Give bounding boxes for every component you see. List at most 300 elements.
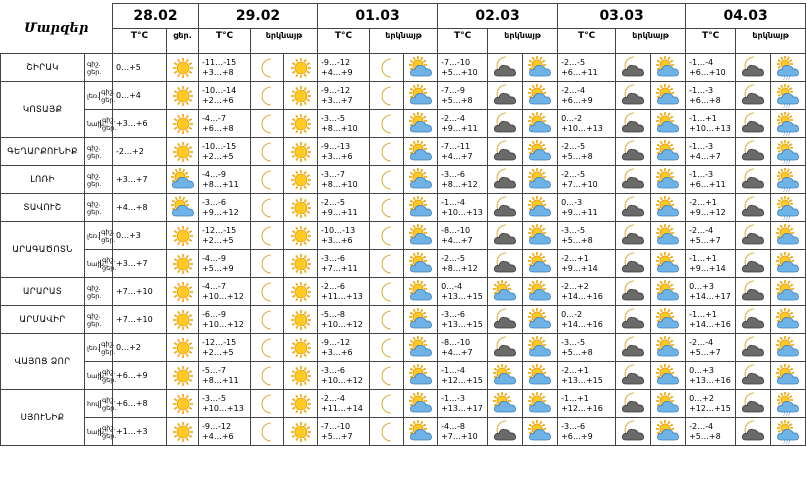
temp-range-4: -3…-5 +5…+8 xyxy=(558,334,616,362)
tc-header-2: T°C xyxy=(318,29,370,54)
temp-range-3: -3…-6 +8…+12 xyxy=(438,166,488,194)
moon-cloud-icon xyxy=(736,110,771,138)
temp-range-2: -7…-10 +5…+7 xyxy=(318,418,370,446)
region-name: ՎԱՅՈՑ ՁՈՐ xyxy=(1,334,85,390)
moon-cloud-icon xyxy=(736,138,771,166)
moon-cloud-icon xyxy=(736,306,771,334)
sun-cloud-icon xyxy=(523,278,558,306)
period-labels xyxy=(85,390,117,418)
moon-icon xyxy=(251,222,284,250)
temp-range-4: -2…+2 +14…+16 xyxy=(558,278,616,306)
temp-range-3: -8…-10 +4…+7 xyxy=(438,222,488,250)
period-labels xyxy=(85,362,117,390)
moon-cloud-icon xyxy=(616,390,651,418)
sun-cloud-icon xyxy=(651,54,686,82)
weather-icon-0 xyxy=(167,194,199,222)
weather-icon-0 xyxy=(167,390,199,418)
temp-range-4: 0…-2 +10…+13 xyxy=(558,110,616,138)
moon-icon xyxy=(251,82,284,110)
svg-text:ﾉﾉﾉ: ﾉﾉﾉ xyxy=(783,131,791,138)
temp-range-3: -1…-3 +13…+17 xyxy=(438,390,488,418)
temp-range-2: -2…-5 +9…+11 xyxy=(318,194,370,222)
day-night-label: գիշ. ցեր. xyxy=(102,255,117,272)
moon-icon xyxy=(370,54,404,82)
sun-cloud-icon xyxy=(404,334,438,362)
tc-header-0: T°C xyxy=(113,29,167,54)
moon-icon xyxy=(370,138,404,166)
period-labels xyxy=(85,222,116,250)
zone-label: նախ. xyxy=(87,371,106,380)
sun-cloud-icon xyxy=(404,418,438,446)
sun-cloud-icon xyxy=(651,222,686,250)
rain-icon xyxy=(771,138,806,166)
temp-range-5: -2…-4 +5…+7 xyxy=(686,334,736,362)
period-labels xyxy=(85,82,116,110)
temp-range-5: -1…-3 +6…+8 xyxy=(686,82,736,110)
sun-cloud-icon xyxy=(771,362,806,390)
temp-range-5: -1…-3 +6…+11 xyxy=(686,166,736,194)
temp-range-4: -2…-5 +7…+10 xyxy=(558,166,616,194)
temp-range-2: -5…-8 +10…+12 xyxy=(318,306,370,334)
table-row xyxy=(1,250,806,278)
weather-icon-0 xyxy=(167,418,199,446)
moon-cloud-icon xyxy=(616,110,651,138)
temp-range-3: -7…-10 +5…+10 xyxy=(438,54,488,82)
moon-cloud-icon xyxy=(488,222,523,250)
temp-range-3: 0…-4 +13…+15 xyxy=(438,278,488,306)
sky-header-2: երկնայթ xyxy=(370,29,438,54)
moon-cloud-icon xyxy=(488,110,523,138)
table-row xyxy=(1,166,806,194)
sun-cloud-icon xyxy=(651,418,686,446)
weather-icon-0 xyxy=(167,278,199,306)
temp-range-5: 0…+3 +14…+17 xyxy=(686,278,736,306)
moon-icon xyxy=(370,222,404,250)
moon-icon xyxy=(251,138,284,166)
table-row xyxy=(1,390,806,418)
temp-range-3: -8…-10 +4…+7 xyxy=(438,334,488,362)
temp-range-0: 0…+4 xyxy=(113,82,167,110)
rain-icon xyxy=(771,110,806,138)
moon-cloud-icon xyxy=(488,250,523,278)
temp-range-4: -2…+1 +13…+15 xyxy=(558,362,616,390)
moon-icon xyxy=(370,334,404,362)
svg-text:ﾉﾉﾉ: ﾉﾉﾉ xyxy=(783,439,791,446)
moon-icon xyxy=(251,194,284,222)
moon-cloud-icon xyxy=(616,138,651,166)
sun-icon xyxy=(284,250,318,278)
moon-cloud-icon xyxy=(488,138,523,166)
sun-cloud-icon xyxy=(523,166,558,194)
day-night-label: գիշ. ցեր. xyxy=(101,227,116,244)
moon-cloud-icon xyxy=(616,54,651,82)
rain-icon xyxy=(771,390,806,418)
temp-range-1: -5…-7 +8…+11 xyxy=(199,362,251,390)
weather-icon-0 xyxy=(167,250,199,278)
temp-range-2: -2…-6 +11…+13 xyxy=(318,278,370,306)
zone-label: նախ. xyxy=(87,259,106,268)
moon-cloud-icon xyxy=(616,334,651,362)
sun-cloud-icon xyxy=(523,222,558,250)
sun-cloud-icon xyxy=(651,82,686,110)
moon-icon xyxy=(251,418,284,446)
svg-text:ﾉﾉﾉ: ﾉﾉﾉ xyxy=(783,215,791,222)
region-name: ԿՈՏԱՅՔ xyxy=(1,82,85,138)
svg-text:ﾉﾉﾉ: ﾉﾉﾉ xyxy=(783,75,791,82)
svg-text:ﾉﾉﾉ: ﾉﾉﾉ xyxy=(783,103,791,110)
temp-range-2: -2…-4 +11…+14 xyxy=(318,390,370,418)
temp-range-0: +6…+9 xyxy=(113,362,167,390)
weather-icon-0 xyxy=(167,82,199,110)
rain-icon xyxy=(771,54,806,82)
moon-cloud-icon xyxy=(616,418,651,446)
zone-label: նախ. xyxy=(87,119,106,128)
svg-text:ﾉﾉﾉ: ﾉﾉﾉ xyxy=(783,411,791,418)
sun-cloud-icon xyxy=(523,250,558,278)
moon-icon xyxy=(251,278,284,306)
temp-range-5: -2…-4 +5…+8 xyxy=(686,418,736,446)
period-labels xyxy=(85,110,117,138)
moon-icon xyxy=(370,306,404,334)
temp-range-0: 0…+2 xyxy=(113,334,167,362)
sun-cloud-icon xyxy=(523,194,558,222)
temp-range-0: +3…+7 xyxy=(113,250,167,278)
sun-cloud-icon xyxy=(404,54,438,82)
temp-range-0: 0…+3 xyxy=(113,222,167,250)
moon-icon xyxy=(370,418,404,446)
day-night-label: գիշ. ցեր. xyxy=(85,166,113,194)
sun-cloud-icon xyxy=(651,110,686,138)
region-name: ԼՈՌԻ xyxy=(1,166,85,194)
table-row xyxy=(1,334,806,362)
day-icon-header-0: ցեր. xyxy=(167,29,199,54)
temp-range-1: -10…-15 +2…+5 xyxy=(199,138,251,166)
date-3: 02.03 xyxy=(438,4,558,29)
sun-cloud-icon xyxy=(488,390,523,418)
moon-cloud-icon xyxy=(736,166,771,194)
sun-cloud-icon xyxy=(523,362,558,390)
moon-cloud-icon xyxy=(616,222,651,250)
region-name: ԳԵՂԱՐՔՈՒՆԻՔ xyxy=(1,138,85,166)
region-name: ԱՐԱԳԱԾՈՏՆ xyxy=(1,222,85,278)
tc-header-4: T°C xyxy=(558,29,616,54)
moon-cloud-icon xyxy=(736,418,771,446)
moon-icon xyxy=(251,166,284,194)
rain-icon xyxy=(771,166,806,194)
temp-range-4: -3…-5 +5…+8 xyxy=(558,222,616,250)
moon-cloud-icon xyxy=(736,334,771,362)
date-2: 01.03 xyxy=(318,4,438,29)
sun-cloud-icon xyxy=(523,54,558,82)
sun-cloud-icon xyxy=(651,306,686,334)
weather-icon-0 xyxy=(167,138,199,166)
sun-icon xyxy=(284,334,318,362)
temp-range-1: -4…-7 +10…+12 xyxy=(199,278,251,306)
temp-range-0: +3…+7 xyxy=(113,166,167,194)
sun-cloud-icon xyxy=(651,138,686,166)
temp-range-4: -2…+1 +9…+14 xyxy=(558,250,616,278)
sun-cloud-icon xyxy=(404,166,438,194)
temp-range-1: -3…-6 +9…+12 xyxy=(199,194,251,222)
temp-range-5: -1…-4 +6…+10 xyxy=(686,54,736,82)
zone-label: լեռ. xyxy=(87,91,100,100)
zone-label: հով. xyxy=(87,399,102,408)
weather-icon-0 xyxy=(167,306,199,334)
table-row xyxy=(1,418,806,446)
moon-cloud-icon xyxy=(488,334,523,362)
weather-icon-0 xyxy=(167,54,199,82)
sun-icon xyxy=(284,390,318,418)
temp-range-4: -1…+1 +12…+16 xyxy=(558,390,616,418)
sun-cloud-icon xyxy=(523,138,558,166)
region-name: ԱՐՄԱՎԻՐ xyxy=(1,306,85,334)
sun-cloud-icon xyxy=(651,390,686,418)
day-night-label: գիշ. ցեր. xyxy=(85,194,113,222)
moon-cloud-icon xyxy=(488,306,523,334)
sun-cloud-icon xyxy=(771,306,806,334)
sun-cloud-icon xyxy=(488,362,523,390)
sun-cloud-icon xyxy=(651,194,686,222)
moon-cloud-icon xyxy=(488,418,523,446)
day-night-label: գիշ. ցեր. xyxy=(85,306,113,334)
moon-cloud-icon xyxy=(736,390,771,418)
regions-header: Մարզեր xyxy=(1,4,113,54)
weather-icon-0 xyxy=(167,222,199,250)
moon-icon xyxy=(251,362,284,390)
temp-range-5: 0…+2 +12…+15 xyxy=(686,390,736,418)
table-row xyxy=(1,82,806,110)
temp-range-1: -4…-7 +6…+8 xyxy=(199,110,251,138)
temp-range-3: -4…-8 +7…+10 xyxy=(438,418,488,446)
day-night-label: գիշ. ցեր. xyxy=(102,367,117,384)
temp-range-5: -1…+1 +14…+16 xyxy=(686,306,736,334)
region-name: ԱՐԱՐԱՏ xyxy=(1,278,85,306)
table-row xyxy=(1,278,806,306)
tc-header-1: T°C xyxy=(199,29,251,54)
sun-icon xyxy=(284,166,318,194)
temp-range-3: -3…-6 +13…+15 xyxy=(438,306,488,334)
temp-range-3: -7…-11 +4…+7 xyxy=(438,138,488,166)
sun-cloud-icon xyxy=(771,250,806,278)
moon-cloud-icon xyxy=(736,194,771,222)
sun-icon xyxy=(284,194,318,222)
temp-range-1: -6…-9 +10…+12 xyxy=(199,306,251,334)
tc-header-5: T°C xyxy=(686,29,736,54)
temp-range-5: 0…+3 +13…+16 xyxy=(686,362,736,390)
forecast-table xyxy=(0,3,806,446)
moon-icon xyxy=(251,334,284,362)
temp-range-2: -9…-12 +4…+9 xyxy=(318,54,370,82)
zone-label: լեռ. xyxy=(87,231,100,240)
sun-cloud-icon xyxy=(404,250,438,278)
sun-cloud-icon xyxy=(651,166,686,194)
period-labels xyxy=(85,250,117,278)
moon-icon xyxy=(251,110,284,138)
temp-range-1: -4…-9 +5…+9 xyxy=(199,250,251,278)
moon-icon xyxy=(370,390,404,418)
sun-icon xyxy=(284,82,318,110)
date-0: 28.02 xyxy=(113,4,199,29)
day-night-label: գիշ. ցեր. xyxy=(102,115,117,132)
sky-header-3: երկնայթ xyxy=(488,29,558,54)
temp-range-2: -3…-6 +10…+12 xyxy=(318,362,370,390)
temp-range-3: -1…-4 +10…+13 xyxy=(438,194,488,222)
region-name: ՏԱՎՈՒՇ xyxy=(1,194,85,222)
moon-icon xyxy=(370,166,404,194)
rain-icon xyxy=(771,194,806,222)
sun-icon xyxy=(284,138,318,166)
sun-cloud-icon xyxy=(488,278,523,306)
temp-range-0: +7…+10 xyxy=(113,306,167,334)
moon-cloud-icon xyxy=(616,82,651,110)
moon-cloud-icon xyxy=(736,54,771,82)
sun-cloud-icon xyxy=(404,110,438,138)
moon-cloud-icon xyxy=(616,194,651,222)
zone-label: նախ. xyxy=(87,427,106,436)
temp-range-1: -10…-14 +2…+6 xyxy=(199,82,251,110)
temp-range-1: -9…-12 +4…+6 xyxy=(199,418,251,446)
moon-icon xyxy=(251,390,284,418)
table-row xyxy=(1,194,806,222)
temp-range-0: +4…+8 xyxy=(113,194,167,222)
sun-cloud-icon xyxy=(651,334,686,362)
sun-cloud-icon xyxy=(771,278,806,306)
temp-range-1: -11…-15 +3…+8 xyxy=(199,54,251,82)
table-row xyxy=(1,110,806,138)
sun-cloud-icon xyxy=(523,82,558,110)
day-night-label: գիշ. ցեր. xyxy=(102,423,117,440)
sun-cloud-icon xyxy=(404,278,438,306)
temp-range-3: -2…-5 +8…+12 xyxy=(438,250,488,278)
rain-icon xyxy=(771,82,806,110)
moon-icon xyxy=(251,54,284,82)
sun-cloud-icon xyxy=(404,390,438,418)
sun-icon xyxy=(284,222,318,250)
table-row xyxy=(1,362,806,390)
sun-cloud-icon xyxy=(523,306,558,334)
moon-icon xyxy=(370,110,404,138)
period-labels xyxy=(85,334,116,362)
day-night-label: գիշ. ցեր. xyxy=(85,138,113,166)
zone-label: լեռ. xyxy=(87,343,100,352)
day-night-label: գիշ. ցեր. xyxy=(102,395,117,412)
moon-icon xyxy=(370,82,404,110)
weather-icon-0 xyxy=(167,166,199,194)
moon-icon xyxy=(251,306,284,334)
sun-cloud-icon xyxy=(404,362,438,390)
svg-text:ﾉﾉﾉ: ﾉﾉﾉ xyxy=(783,187,791,194)
temp-range-0: +1…+3 xyxy=(113,418,167,446)
date-1: 29.02 xyxy=(199,4,318,29)
date-4: 03.03 xyxy=(558,4,686,29)
temp-range-1: -12…-15 +2…+5 xyxy=(199,334,251,362)
moon-cloud-icon xyxy=(616,166,651,194)
date-5: 04.03 xyxy=(686,4,806,29)
temp-range-5: -2…+1 +9…+12 xyxy=(686,194,736,222)
temp-range-1: -12…-15 +2…+5 xyxy=(199,222,251,250)
sun-cloud-icon xyxy=(651,250,686,278)
temp-range-5: -1…-3 +4…+7 xyxy=(686,138,736,166)
temp-range-2: -9…-12 +3…+6 xyxy=(318,334,370,362)
sun-cloud-icon xyxy=(651,278,686,306)
sun-cloud-icon xyxy=(404,82,438,110)
moon-cloud-icon xyxy=(736,278,771,306)
svg-text:ﾉﾉﾉ: ﾉﾉﾉ xyxy=(783,159,791,166)
region-name: ՍՅՈՒՆԻՔ xyxy=(1,390,85,446)
sun-cloud-icon xyxy=(404,194,438,222)
moon-cloud-icon xyxy=(616,278,651,306)
moon-cloud-icon xyxy=(488,54,523,82)
temp-range-2: -9…-13 +3…+6 xyxy=(318,138,370,166)
moon-cloud-icon xyxy=(488,82,523,110)
region-name: ՇԻՐԱԿ xyxy=(1,54,85,82)
sun-cloud-icon xyxy=(523,390,558,418)
sun-cloud-icon xyxy=(651,362,686,390)
temp-range-1: -3…-5 +10…+13 xyxy=(199,390,251,418)
moon-cloud-icon xyxy=(736,222,771,250)
table-row xyxy=(1,138,806,166)
temp-range-0: +7…+10 xyxy=(113,278,167,306)
sun-cloud-icon xyxy=(404,306,438,334)
sun-cloud-icon xyxy=(404,222,438,250)
sun-cloud-icon xyxy=(771,222,806,250)
table-row xyxy=(1,306,806,334)
moon-cloud-icon xyxy=(616,306,651,334)
day-night-label: գիշ. ցեր. xyxy=(101,339,116,356)
temp-range-4: -2…-5 +6…+11 xyxy=(558,54,616,82)
temp-range-0: -2…+2 xyxy=(113,138,167,166)
sun-icon xyxy=(284,306,318,334)
temp-range-4: -2…-5 +5…+8 xyxy=(558,138,616,166)
rain-icon xyxy=(771,418,806,446)
sun-cloud-icon xyxy=(523,334,558,362)
moon-icon xyxy=(370,250,404,278)
temp-range-4: -3…-6 +6…+9 xyxy=(558,418,616,446)
moon-icon xyxy=(251,250,284,278)
moon-icon xyxy=(370,362,404,390)
sun-icon xyxy=(284,362,318,390)
sun-cloud-icon xyxy=(771,334,806,362)
temp-range-3: -7…-9 +5…+8 xyxy=(438,82,488,110)
moon-cloud-icon xyxy=(488,194,523,222)
moon-cloud-icon xyxy=(736,82,771,110)
sun-icon xyxy=(284,278,318,306)
temp-range-5: -1…+1 +9…+14 xyxy=(686,250,736,278)
temp-range-0: +3…+6 xyxy=(113,110,167,138)
moon-cloud-icon xyxy=(616,362,651,390)
sky-header-1: երկնայթ xyxy=(251,29,318,54)
sky-header-5: երկնայթ xyxy=(736,29,806,54)
sun-icon xyxy=(284,54,318,82)
moon-icon xyxy=(370,278,404,306)
temp-range-4: 0…-3 +9…+11 xyxy=(558,194,616,222)
tc-header-3: T°C xyxy=(438,29,488,54)
sun-cloud-icon xyxy=(404,138,438,166)
table-row xyxy=(1,54,806,82)
temp-range-4: -2…-4 +6…+9 xyxy=(558,82,616,110)
temp-range-0: +6…+8 xyxy=(113,390,167,418)
moon-icon xyxy=(370,194,404,222)
moon-cloud-icon xyxy=(616,250,651,278)
temp-range-5: -2…-4 +5…+7 xyxy=(686,222,736,250)
sun-icon xyxy=(284,110,318,138)
temp-range-2: -9…-12 +3…+7 xyxy=(318,82,370,110)
day-night-label: գիշ. ցեր. xyxy=(85,54,113,82)
temp-range-2: -3…-7 +8…+10 xyxy=(318,166,370,194)
day-night-label: գիշ. ցեր. xyxy=(85,278,113,306)
temp-range-2: -3…-5 +8…+10 xyxy=(318,110,370,138)
moon-cloud-icon xyxy=(488,166,523,194)
